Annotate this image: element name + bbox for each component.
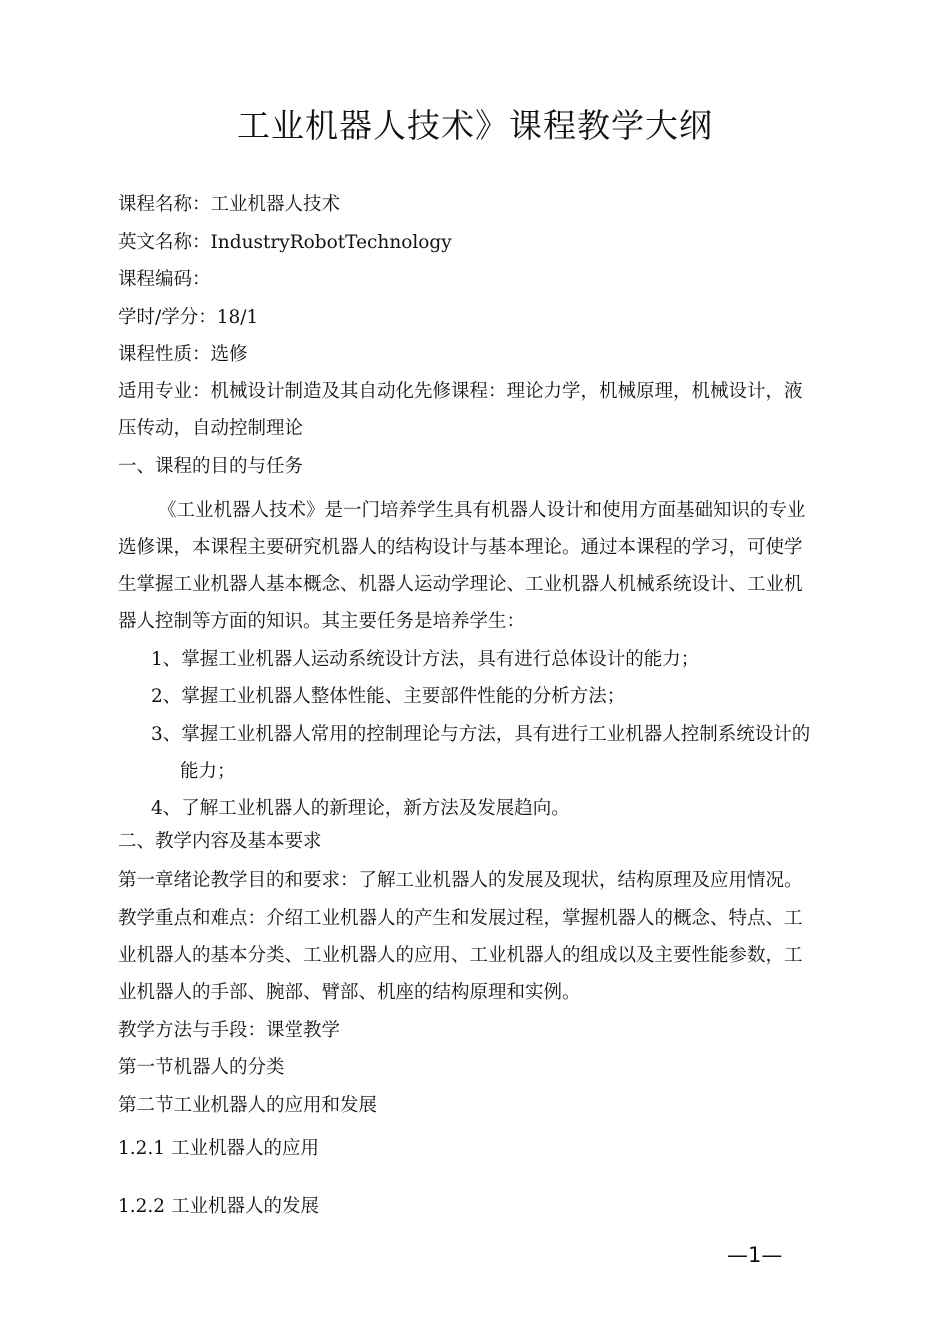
section2-heading: 二、教学内容及基本要求 (118, 831, 322, 852)
chapter1-key-line2: 业机器人的基本分类、工业机器人的应用、工业机器人的组成以及主要性能参数，工 (118, 945, 803, 966)
section1-para-line2: 选修课，本课程主要研究机器人的结构设计与基本理论。通过本课程的学习，可使学 (118, 537, 803, 558)
section1-para-line4: 器人控制等方面的知识。其主要任务是培养学生： (118, 611, 526, 632)
task-item-3-cont: 能力； (180, 761, 236, 782)
section1-heading: 一、课程的目的与任务 (118, 456, 304, 477)
document-title: 工业机器人技术》课程教学大纲 (237, 106, 713, 145)
section1-para-line3: 生掌握工业机器人基本概念、机器人运动学理论、工业机器人机械系统设计、工业机 (118, 574, 803, 595)
section1-para-line1: 《工业机器人技术》是一门培养学生具有机器人设计和使用方面基础知识的专业 (158, 500, 806, 521)
applicable-major-line2: 压传动，自动控制理论 (118, 418, 304, 439)
chapter1-key-line1: 教学重点和难点：介绍工业机器人的产生和发展过程，掌握机器人的概念、特点、工 (118, 908, 803, 929)
task-item-4: 4、了解工业机器人的新理论，新方法及发展趋向。 (151, 798, 570, 819)
course-name: 课程名称：工业机器人技术 (118, 194, 341, 215)
task-item-2: 2、掌握工业机器人整体性能、主要部件性能的分析方法； (151, 686, 626, 707)
task-item-3: 3、掌握工业机器人常用的控制理论与方法，具有进行工业机器人控制系统设计的 (151, 724, 811, 745)
task-item-1: 1、掌握工业机器人运动系统设计方法，具有进行总体设计的能力； (151, 649, 700, 670)
applicable-major-line1: 适用专业：机械设计制造及其自动化先修课程：理论力学，机械原理，机械设计，液 (118, 381, 803, 402)
subsection-1-2-2: 1.2.2 工业机器人的发展 (118, 1196, 319, 1217)
course-nature: 课程性质：选修 (118, 344, 248, 365)
section-1-1: 第一节机器人的分类 (118, 1057, 285, 1078)
english-name: 英文名称：IndustryRobotTechnology (118, 232, 452, 253)
chapter1-key-line3: 业机器人的手部、腕部、臂部、机座的结构原理和实例。 (118, 982, 581, 1003)
course-code: 课程编码： (118, 269, 211, 290)
page-number: —1— (727, 1243, 783, 1267)
hours-credits: 学时/学分：18/1 (118, 307, 259, 328)
teaching-method: 教学方法与手段：课堂教学 (118, 1020, 341, 1041)
subsection-1-2-1: 1.2.1 工业机器人的应用 (118, 1138, 319, 1159)
section-1-2: 第二节工业机器人的应用和发展 (118, 1095, 378, 1116)
chapter1-goal: 第一章绪论教学目的和要求：了解工业机器人的发展及现状，结构原理及应用情况。 (118, 870, 803, 891)
